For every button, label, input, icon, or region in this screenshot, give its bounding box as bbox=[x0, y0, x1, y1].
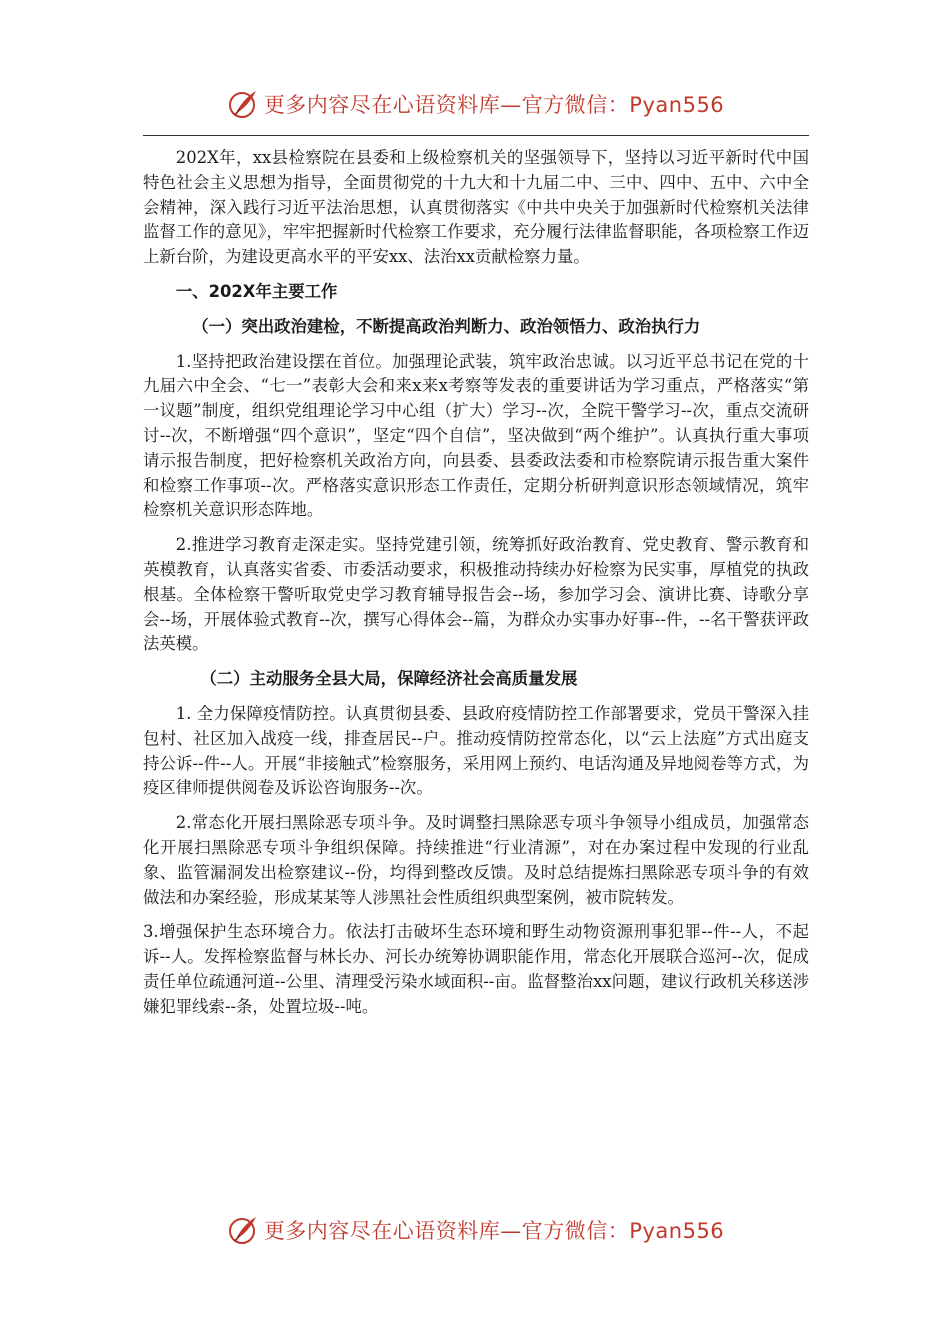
paragraph-study-education: 2.推进学习教育走深走实。坚持党建引领，统筹抓好政治教育、党史教育、警示教育和英模教育，认真落实省委、市委活动要求，积极推动持续办好检察为民实事，厚植党的执政根基。全体检察干警听取党史学习教育辅导报告会--场，参加学习会、演讲比赛、诗歌分享会--场，开展体验式教育--次，撰写心得体会--篇，为群众办实事办好事--件，--名干警获评政法英模。 bbox=[143, 535, 809, 654]
document-body bbox=[143, 146, 809, 1030]
subsection-title-political: （一）突出政治建检，不断提高政治判断力、政治领悟力、政治执行力 bbox=[192, 316, 701, 336]
footer-banner bbox=[0, 1210, 950, 1250]
section-title-main-work: 一、202X年主要工作 bbox=[175, 281, 338, 301]
feather-pen-logo-icon bbox=[226, 1213, 260, 1247]
header-divider bbox=[143, 135, 809, 136]
banner-text: 更多内容尽在心语资料库—官方微信：Pyan556 bbox=[263, 93, 725, 117]
header-banner bbox=[0, 84, 950, 124]
paragraph-ecology: 3.增强保护生态环境合力。依法打击破坏生态环境和野生动物资源刑事犯罪--件--人，不起诉--人。发挥检察监督与林长办、河长办统筹协调职能作用，常态化开展联合巡河--次，促成责任单位疏通河道--公里、清理受污染水域面积--亩。监督整治xx问题，建议行政机关移送涉嫌犯罪线索--条，处置垃圾--吨。 bbox=[143, 922, 809, 1016]
paragraph-political-construction: 1.坚持把政治建设摆在首位。加强理论武装，筑牢政治忠诚。以习近平总书记在党的十九届六中全会、“七一”表彰大会和来x来x考察等发表的重要讲话为学习重点，严格落实“第一议题”制度，组织党组理论学习中心组（扩大）学习--次，全院干警学习--次，重点交流研讨--次，不断增强“四个意识”，坚定“四个自信”，坚决做到“两个维护”。认真执行重大事项请示报告制度，把好检察机关政治方向，向县委、县委政法委和市检察院请示报告重大案件和检察工作事项--次。严格落实意识形态工作责任，定期分析研判意识形态领域情况，筑牢检察机关意识形态阵地。 bbox=[143, 351, 809, 520]
paragraph-anti-crime: 2.常态化开展扫黑除恶专项斗争。及时调整扫黑除恶专项斗争领导小组成员，加强常态化开展扫黑除恶专项斗争组织保障。持续推进“行业清源”，对在办案过程中发现的行业乱象、监管漏洞发出检察建议--份，均得到整改反馈。及时总结提炼扫黑除恶专项斗争的有效做法和办案经验，形成某某等人涉黑社会性质组织典型案例，被市院转发。 bbox=[143, 813, 809, 907]
subsection-title-service: （二）主动服务全县大局，保障经济社会高质量发展 bbox=[200, 669, 578, 689]
feather-pen-logo-icon bbox=[226, 87, 260, 121]
paragraph-epidemic-control: 1. 全力保障疫情防控。认真贯彻县委、县政府疫情防控工作部署要求，党员干警深入挂包村、社区加入战疫一线，排查居民--户。推动疫情防控常态化，以“云上法庭”方式出庭支持公诉--件--人。开展“非接触式”检察服务，采用网上预约、电话沟通及异地阅卷等方式，为疫区律师提供阅卷及诉讼咨询服务--次。 bbox=[143, 703, 809, 798]
banner-text: 更多内容尽在心语资料库—官方微信：Pyan556 bbox=[263, 1219, 725, 1243]
intro-paragraph: 202X年，xx县检察院在县委和上级检察机关的坚强领导下，坚持以习近平新时代中国特色社会主义思想为指导，全面贯彻党的十九大和十九届二中、三中、四中、五中、六中全会精神，深入践行习近平法治思想，认真贯彻落实《中共中央关于加强新时代检察机关法律监督工作的意见》，牢牢把握新时代检察工作要求，充分履行法律监督职能，各项检察工作迈上新台阶，为建设更高水平的平安xx、法治xx贡献检察力量。 bbox=[143, 148, 809, 267]
